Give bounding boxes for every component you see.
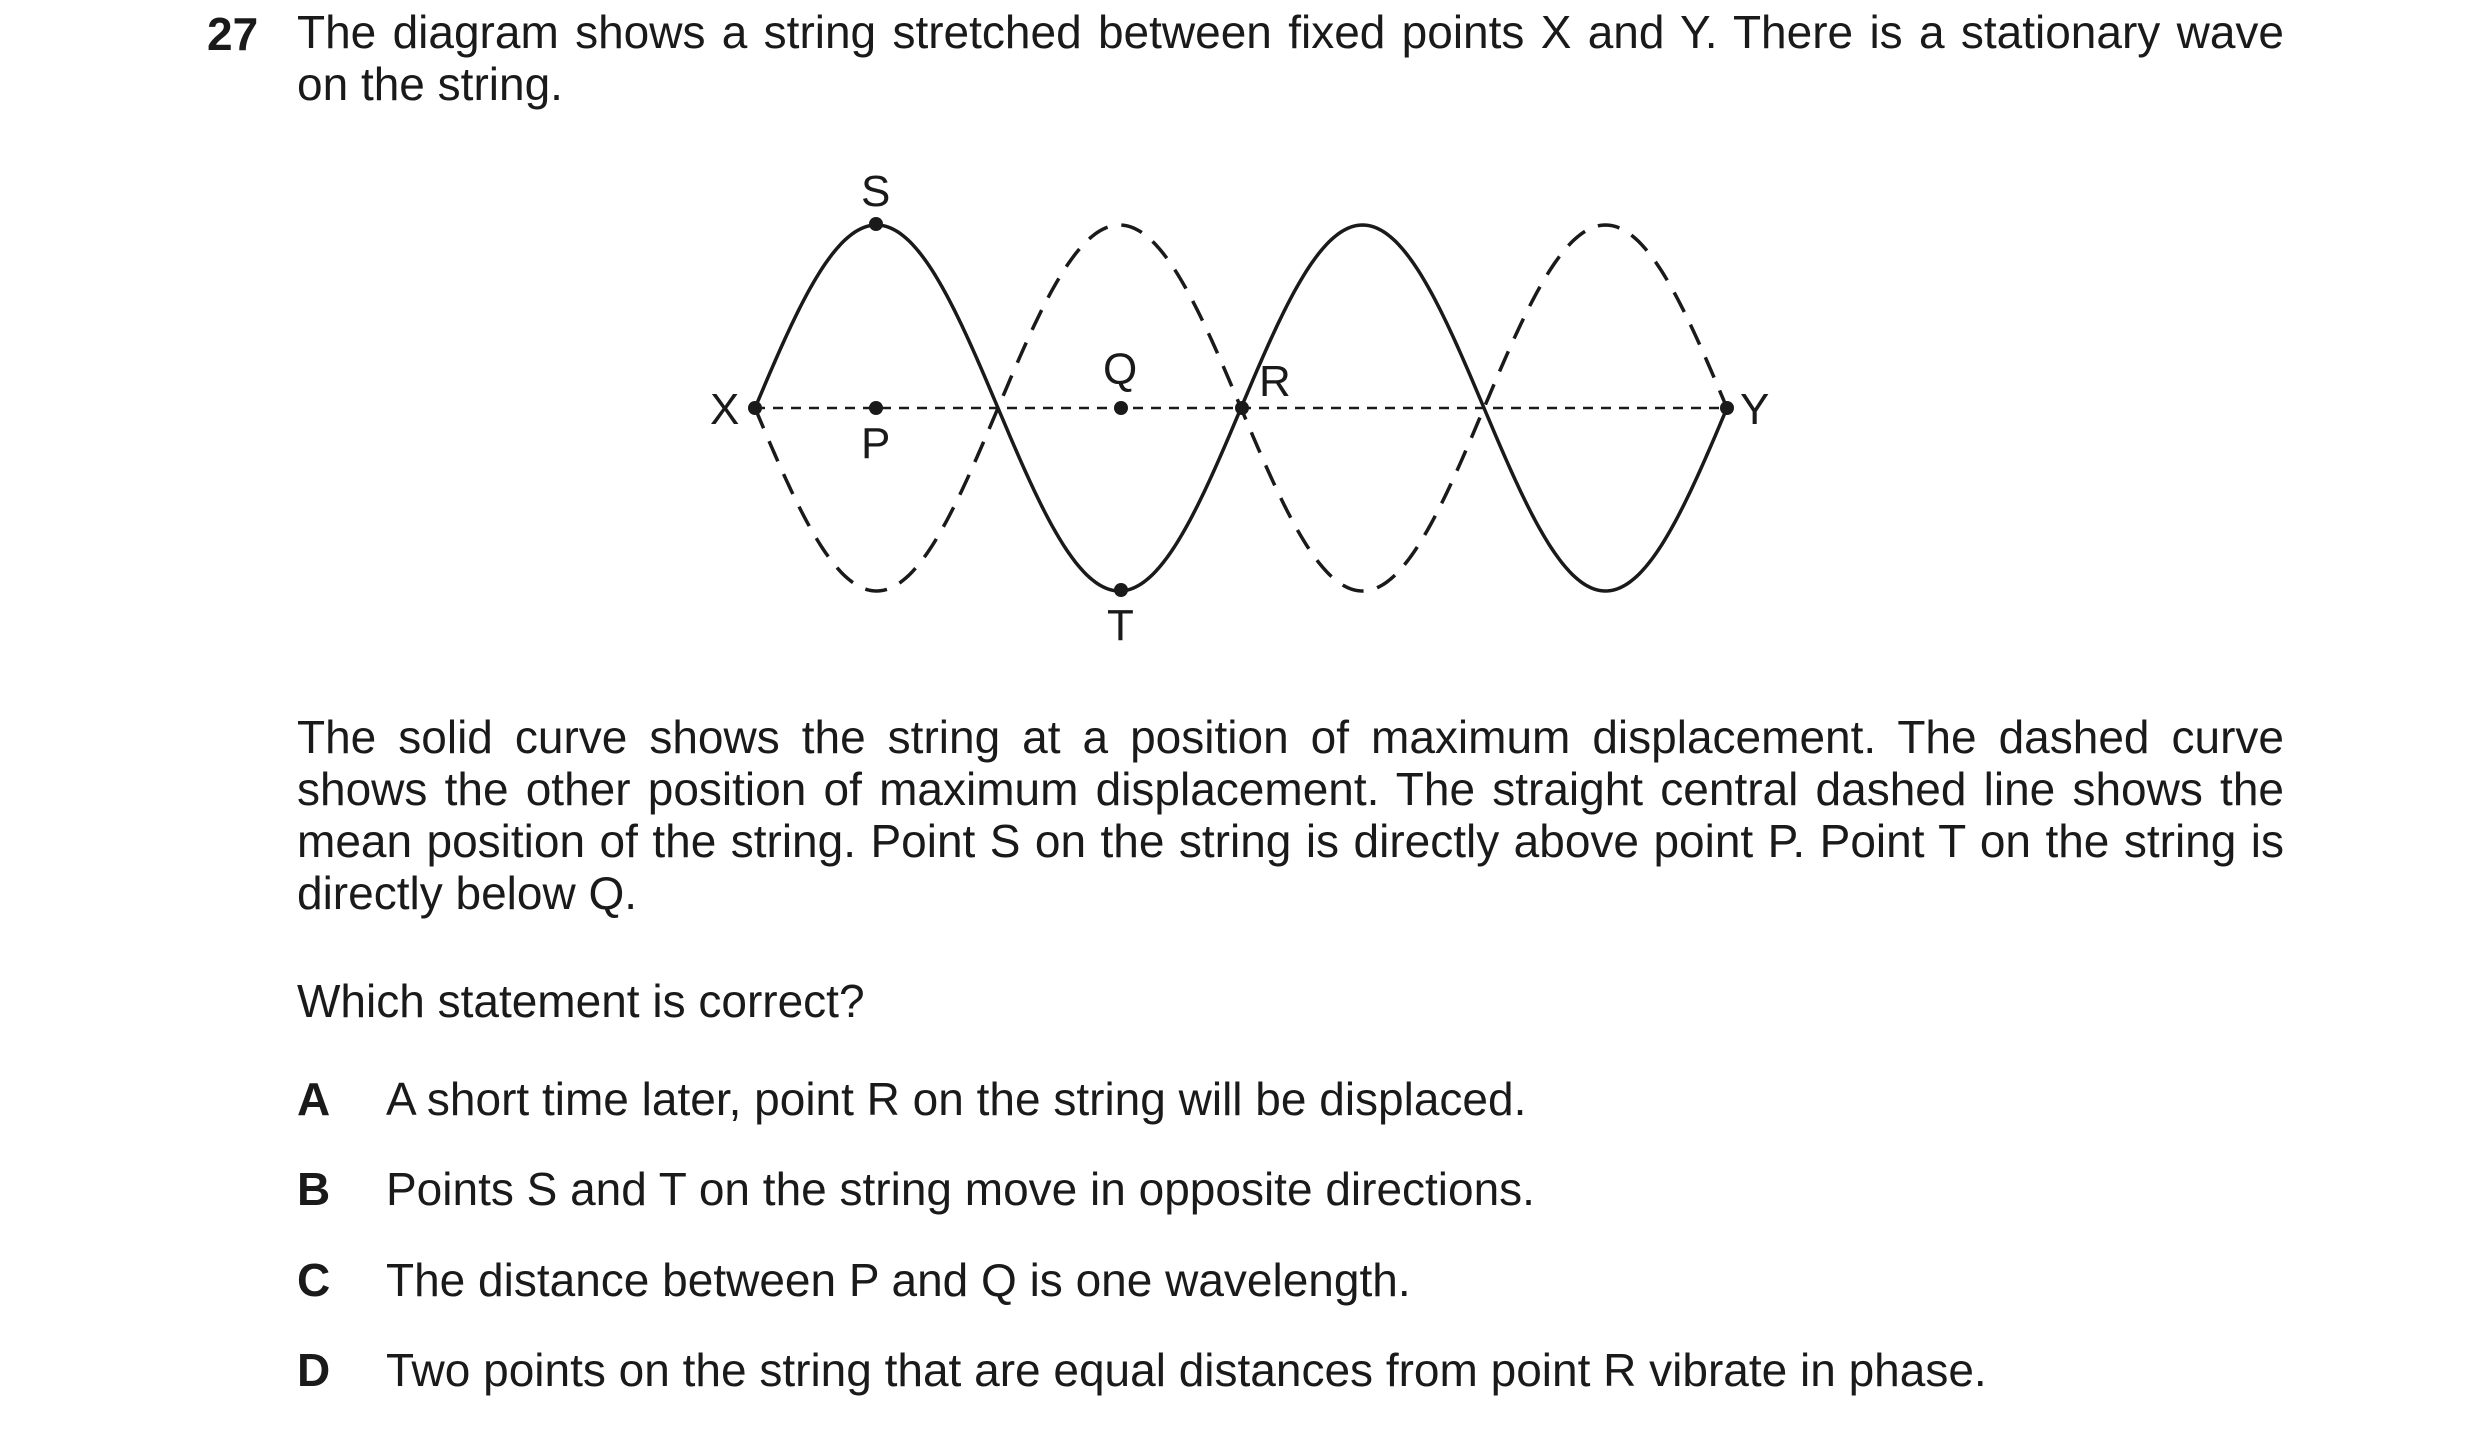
question-number: 27 bbox=[207, 8, 259, 60]
label-t: T bbox=[1107, 601, 1134, 650]
option-d-letter: D bbox=[297, 1344, 331, 1396]
label-x: X bbox=[710, 385, 740, 434]
point-q-dot bbox=[1114, 401, 1128, 415]
option-b-text: Points S and T on the string move in opposite directions. bbox=[386, 1163, 1535, 1215]
label-s: S bbox=[861, 167, 891, 216]
question-prompt: Which statement is correct? bbox=[297, 975, 865, 1027]
point-s-dot bbox=[869, 217, 883, 231]
question-intro: The diagram shows a string stretched between fixed points X and Y. There is a stationary wave on the string. bbox=[297, 6, 2284, 110]
label-q: Q bbox=[1103, 345, 1138, 394]
option-c-letter: C bbox=[297, 1254, 331, 1306]
option-d-text: Two points on the string that are equal distances from point R vibrate in phase. bbox=[386, 1344, 1987, 1396]
point-r-dot bbox=[1235, 401, 1249, 415]
description-paragraph: The solid curve shows the string at a position of maximum displacement. The dashed curve shows the other position of maximum displacement. The straight central dashed line shows the mean position of the string. Point S on the string is directly above point P. Point T on the string is directly below Q. bbox=[297, 711, 2284, 919]
point-x-dot bbox=[748, 401, 762, 415]
option-c-text: The distance between P and Q is one wavelength. bbox=[386, 1254, 1411, 1306]
label-p: P bbox=[861, 419, 891, 468]
point-p-dot bbox=[869, 401, 883, 415]
option-a-text: A short time later, point R on the string will be displaced. bbox=[386, 1073, 1527, 1125]
label-r: R bbox=[1259, 357, 1291, 406]
option-b-letter: B bbox=[297, 1163, 331, 1215]
stationary-wave-diagram bbox=[0, 0, 2480, 700]
point-y-dot bbox=[1720, 401, 1734, 415]
label-y: Y bbox=[1740, 385, 1770, 434]
option-a-letter: A bbox=[297, 1073, 331, 1125]
point-t-dot bbox=[1114, 583, 1128, 597]
